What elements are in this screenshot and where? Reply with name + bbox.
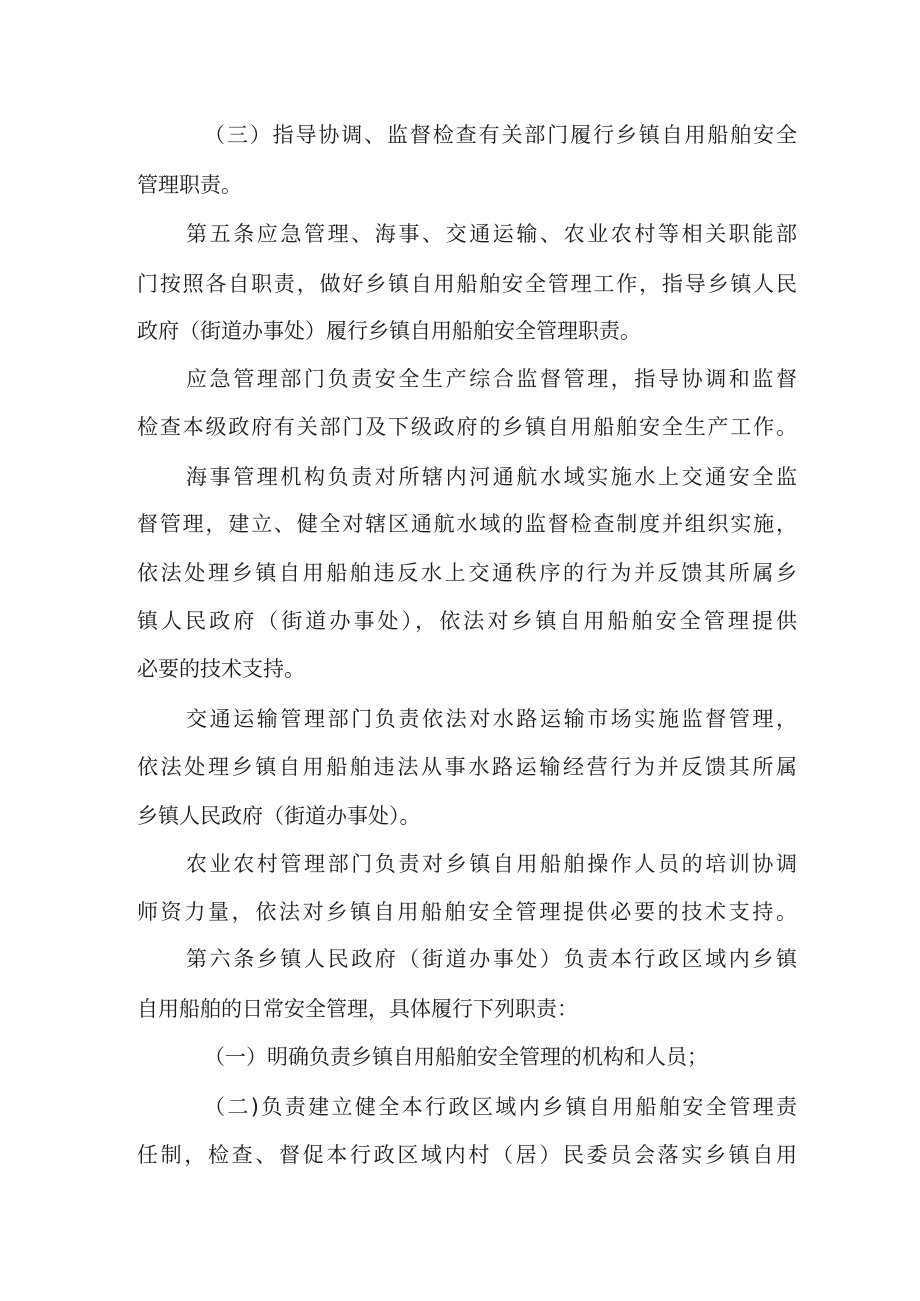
paragraph-line: 管理职责。 [137,173,242,197]
paragraph-line: 门按照各自职责，做好乡镇自用船舶安全管理工作，指导乡镇人民 [137,272,797,296]
paragraph-line: 督管理，建立、健全对辖区通航水域的监督检查制度并组织实施， [137,512,797,536]
paragraph-line: （一）明确负责乡镇自用船舶安全管理的机构和人员； [204,1045,708,1069]
paragraph-line: 依法处理乡镇自用船舶违反水上交通秩序的行为并反馈其所属乡 [137,561,797,585]
paragraph-line: （二)负责建立健全本行政区域内乡镇自用船舶安全管理责 [204,1095,797,1119]
paragraph-line: 自用船舶的日常安全管理，具体履行下列职责： [137,997,578,1021]
paragraph-line: 乡镇人民政府（街道办事处）。 [137,804,421,828]
paragraph-line: 第五条应急管理、海事、交通运输、农业农村等相关职能部 [186,222,797,246]
paragraph-line: 任制，检查、督促本行政区域内村（居）民委员会落实乡镇自用 [137,1143,797,1167]
paragraph-line: （三）指导协调、监督检查有关部门履行乡镇自用船舶安全 [204,123,797,147]
paragraph-line: 依法处理乡镇自用船舶违法从事水路运输经营行为并反馈其所属 [137,755,797,779]
paragraph-line: 镇人民政府（街道办事处），依法对乡镇自用船舶安全管理提供 [137,609,797,633]
paragraph-line: 政府（街道办事处）履行乡镇自用船舶安全管理职责。 [137,319,641,343]
paragraph-line: 必要的技术支持。 [137,657,305,681]
paragraph-line: 农业农村管理部门负责对乡镇自用船舶操作人员的培训协调 [186,852,797,876]
paragraph-line: 海事管理机构负责对所辖内河通航水域实施水上交通安全监 [186,465,797,489]
paragraph-line: 检查本级政府有关部门及下级政府的乡镇自用船舶安全生产工作。 [137,415,797,439]
paragraph-line: 交通运输管理部门负责依法对水路运输市场实施监督管理， [186,707,797,731]
paragraph-line: 师资力量，依法对乡镇自用船舶安全管理提供必要的技术支持。 [137,900,797,924]
paragraph-line: 应急管理部门负责安全生产综合监督管理，指导协调和监督 [186,367,797,391]
paragraph-line: 第六条乡镇人民政府（街道办事处）负责本行政区域内乡镇 [186,947,797,971]
